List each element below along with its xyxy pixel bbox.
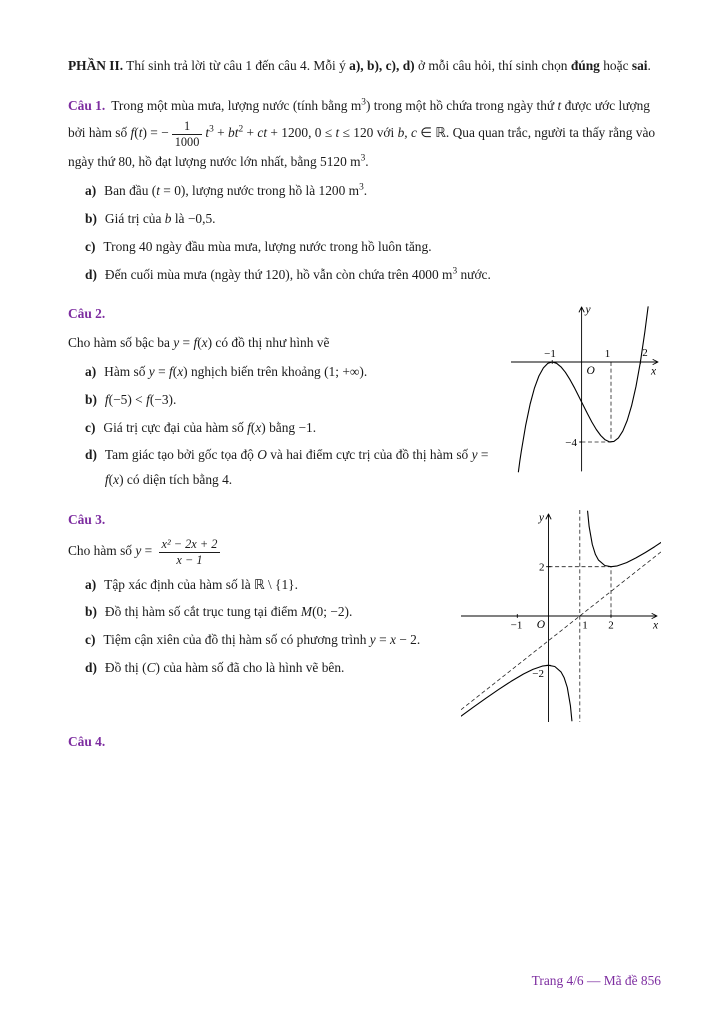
cubic-graph-svg	[511, 304, 661, 476]
statement-text: Ban đầu (t = 0), lượng nước trong hồ là 1200 $m^3$.	[104, 182, 368, 199]
tick-2: 2	[642, 347, 648, 360]
statement-label: b)	[85, 604, 97, 620]
q1-statement-a	[68, 179, 661, 204]
q2-statement-c	[68, 416, 495, 441]
question-1	[68, 94, 661, 288]
question-3-lead: Cho hàm số y = $\frac{\text{x² − 2x + 2}}{x - 1}$	[68, 537, 661, 569]
statement-text: Đến cuối mùa mưa (ngày thứ 120), hồ vẫn còn chứa trên 4000 $m^3$ nước.	[104, 266, 491, 282]
statement-text: Đồ thị (C) của hàm số đã cho là hình vẽ bên.	[104, 659, 345, 675]
statement-text: Giá trị của b là −0,5.	[104, 211, 216, 226]
page-footer: Trang 4/6 — Mã đề 856	[531, 973, 661, 989]
question-4-label: Câu 4.	[68, 733, 106, 749]
statement-text: Tập xác định của hàm số là ℝ \ {1}.	[104, 576, 298, 592]
statement-text: Giá trị cực đại của hàm số f(x) bằng −1.	[103, 419, 317, 435]
question-1-label: Câu 1.	[68, 97, 106, 113]
tick-minus1: −1	[510, 619, 523, 632]
question-3	[68, 508, 661, 681]
part-ii-header: PHẦN II. Thí sinh trả lời từ câu 1 đến câu 4. Mỗi ý a), b), c), d) ở mỗi câu hỏi, thí sinh chọn đúng hoặc sai.	[68, 58, 651, 73]
question-1-text: Trong một mùa mưa, lượng nước (tính bằng $m^3$) trong một hồ chứa trong ngày thứ t được ước lượng bởi hàm số f(t) = − $\frac{1}{1000}$ $t^3 + bt^2$ + ct + 1200, 0 ≤ t ≤ 120 với b, c ∈ ℝ. Qua quan trắc, người ta thấy rằng vào ngày thứ 80, hồ đạt lượng nước lớn nhất, bằng 5120 $m^3$.	[68, 97, 656, 170]
q2-statement-d	[68, 443, 495, 493]
statement-text: Đồ thị hàm số cắt trục tung tại điểm M(0; −2).	[104, 604, 353, 620]
statement-label: a)	[85, 183, 97, 199]
cubic-curve	[518, 307, 648, 472]
rational-axes	[461, 511, 657, 722]
statement-label: c)	[85, 238, 96, 254]
statement-text: Tam giác tạo bởi gốc tọa độ O và hai điểm cực trị của đồ thị hàm số y = f(x) có diện tích bằng 4.	[104, 447, 489, 488]
q2-statement-b	[68, 388, 495, 413]
rational-branch-right	[588, 511, 661, 567]
cubic-graph	[511, 304, 661, 476]
x-axis-label: x	[651, 365, 657, 378]
tick-minus2: −2	[532, 667, 544, 680]
question-2-lead: Cho hàm số bậc ba y = f(x) có đồ thị như hình vẽ	[68, 335, 330, 351]
q3-statement-b	[68, 600, 445, 625]
q3-statement-a	[68, 573, 445, 598]
statement-label: c)	[85, 632, 96, 648]
tick-minus1: −1	[544, 348, 556, 361]
question-2	[68, 302, 661, 493]
rational-branch-left	[461, 665, 572, 721]
question-1-lead	[68, 94, 661, 175]
statement-text: Tiệm cận xiên của đồ thị hàm số có phương trình y = x − 2.	[103, 632, 421, 648]
statement-label: b)	[85, 391, 97, 407]
statement-label: d)	[85, 447, 97, 463]
statement-text: Trong 40 ngày đầu mùa mưa, lượng nước trong hồ luôn tăng.	[103, 238, 432, 254]
tick-1: 1	[604, 348, 611, 361]
question-4-heading	[68, 730, 661, 755]
q1-statement-d	[68, 263, 661, 288]
q1-statement-b	[68, 207, 661, 232]
oblique-asymptote	[461, 552, 661, 710]
question-2-label: Câu 2.	[68, 306, 106, 322]
rational-graph-svg	[461, 510, 661, 722]
question-4	[68, 730, 661, 755]
origin-label: O	[586, 365, 595, 378]
statement-label: d)	[85, 266, 97, 282]
q3-statement-c	[68, 628, 445, 653]
question-3-label: Câu 3.	[68, 511, 106, 527]
statement-label: c)	[85, 419, 96, 435]
y-axis-label: y	[585, 304, 591, 317]
statement-text: f(−5) < f(−3).	[104, 391, 177, 407]
y-axis-label: y	[538, 511, 544, 524]
tick-y2: 2	[539, 561, 545, 574]
x-axis-label: x	[653, 619, 659, 632]
origin-label: O	[536, 618, 545, 631]
q1-statement-c	[68, 235, 661, 260]
statement-label: b)	[85, 211, 97, 226]
q3-statement-d	[68, 656, 445, 681]
question-1-items	[68, 179, 661, 287]
q2-statement-a	[68, 360, 495, 385]
statement-label: d)	[85, 659, 97, 675]
statement-text: Hàm số y = f(x) nghịch biến trên khoảng (1; +∞).	[104, 363, 368, 379]
rational-graph	[461, 510, 661, 722]
tick-2: 2	[608, 619, 614, 632]
tick-minus4: −4	[565, 437, 577, 450]
statement-label: a)	[85, 576, 97, 592]
tick-1: 1	[582, 619, 588, 632]
statement-label: a)	[85, 363, 97, 379]
